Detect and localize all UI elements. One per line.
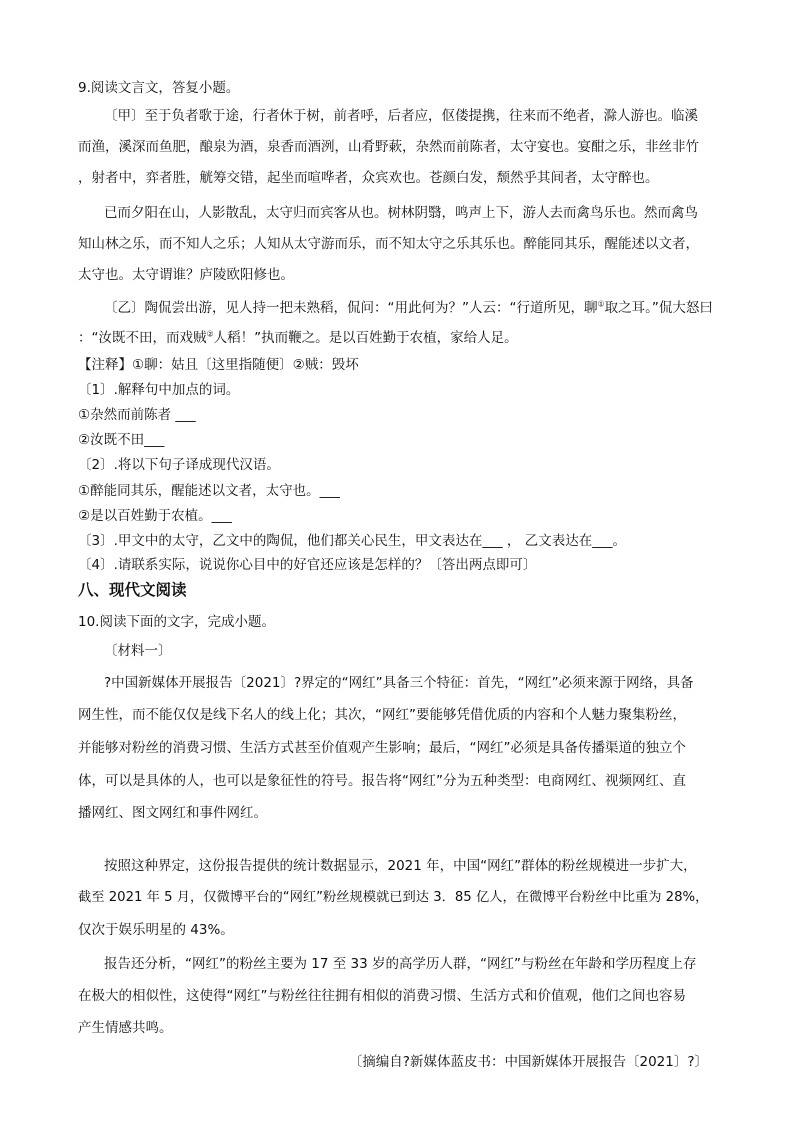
note-marker: ②: [206, 329, 214, 339]
material-paragraph-line: 并能够对粉丝的消费习惯、生活方式甚至价值观产生影响；最后，“网红”必须是具备传播渠道的独立个: [78, 740, 686, 756]
section-heading: 八、现代文阅读: [78, 581, 187, 599]
material-paragraph-line: 播网红、图文网红和事件网红。: [78, 805, 267, 821]
source-citation: 〔摘编自?新媒体蓝皮书：中国新媒体开展报告〔2021〕?〕: [348, 1054, 708, 1070]
passage-yi-line: 〔乙〕陶侃尝出游，见人持一把未熟稻，侃问：“用此何为？”人云：“行道所见，聊①取之耳。”侃大怒曰: [104, 299, 713, 316]
passage-jia-line: 而渔，溪深而鱼肥，酿泉为酒，泉香而酒洌，山肴野蔌，杂然而前陈者，太守宴也。宴酣之乐，非丝非竹: [78, 139, 699, 155]
passage-jia-line: 知山林之乐，而不知人之乐；人知从太守游而乐，而不知太守之乐其乐也。醉能同其乐，醒能述以文者，: [78, 236, 699, 252]
sub-question-2b: ②是以百姓勤于农植。___: [78, 508, 232, 524]
sub-question-1b: ②汝既不田___: [78, 432, 165, 448]
material-paragraph-line: 报告还分析，“网红”的粉丝主要为 17 至 33 岁的高学历人群，“网红”与粉丝在年龄和学历程度上存: [104, 956, 697, 972]
material-paragraph-line: 网生性，而不能仅仅是线下名人的线上化；其次，“网红”要能够凭借优质的内容和个人魅力聚集粉丝，: [78, 707, 686, 723]
material-label: 〔材料一〕: [104, 643, 172, 659]
material-paragraph-line: 产生情感共鸣。: [78, 1020, 173, 1036]
material-paragraph-line: 仅次于娱乐明星的 43%。: [78, 922, 234, 938]
note-marker: ①: [597, 299, 605, 309]
material-paragraph-line: 按照这种界定，这份报告提供的统计数据显示，2021 年，中国“网红”群体的粉丝规模进一步扩大，: [104, 858, 697, 874]
passage-jia-line: 已而夕阳在山，人影散乱，太守归而宾客从也。树林阴翳，鸣声上下，游人去而禽鸟乐也。然而禽鸟: [104, 205, 698, 221]
sub-question-1: 〔1〕.解释句中加点的词。: [78, 382, 240, 398]
material-paragraph-line: ?中国新媒体开展报告〔2021〕?界定的“网红”具备三个特征：首先，“网红”必须来源于网络，具备: [104, 675, 694, 691]
sub-question-2: 〔2〕.将以下句子译成现代汉语。: [78, 457, 280, 473]
material-paragraph-line: 截至 2021 年 5 月，仅微博平台的“网红”粉丝规模就已到达 3．85 亿人，在微博平台粉丝中比重为 28%，: [78, 890, 709, 905]
passage-yi-line: ：“汝既不田，而戏贼②人稻！”执而鞭之。是以百姓勤于农植，家给人足。: [78, 329, 518, 346]
material-paragraph-line: 体，可以是具体的人，也可以是象征性的符号。报告将“网红”分为五种类型：电商网红、视频网红、直: [78, 773, 686, 789]
sub-question-2a: ①醉能同其乐，醒能述以文者，太守也。___: [78, 483, 340, 499]
annotation-note: 【注释】①聊：姑且〔这里指随便〕②贼：毁坏: [78, 357, 359, 373]
material-paragraph-line: 在极大的相似性，这使得“网红”与粉丝往往拥有相似的消费习惯、生活方式和价值观，他们之间也容易: [78, 988, 686, 1004]
sub-question-4: 〔4〕.请联系实际，说说你心目中的好官还应该是怎样的？〔答出两点即可〕: [78, 557, 537, 573]
passage-jia-line: 〔甲〕至于负者歌于途，行者休于树，前者呼，后者应，伛偻提携，往来而不绝者，滁人游也。临溪: [104, 108, 698, 124]
question-9-intro: 9.阅读文言文，答复小题。: [78, 80, 240, 96]
sub-question-1a: ①杂然而前陈者 ___: [78, 407, 196, 423]
question-10-intro: 10.阅读下面的文字，完成小题。: [78, 614, 275, 630]
sub-question-3: 〔3〕.甲文中的太守，乙文中的陶侃，他们都关心民生，甲文表达在___ ， 乙文表达在___。: [78, 533, 626, 549]
passage-jia-line: 太守也。太守谓谁？庐陵欧阳修也。: [78, 267, 294, 283]
passage-jia-line: ，射者中，弈者胜，觥筹交错，起坐而喧哗者，众宾欢也。苍颜白发，颓然乎其间者，太守醉也。: [78, 170, 659, 186]
